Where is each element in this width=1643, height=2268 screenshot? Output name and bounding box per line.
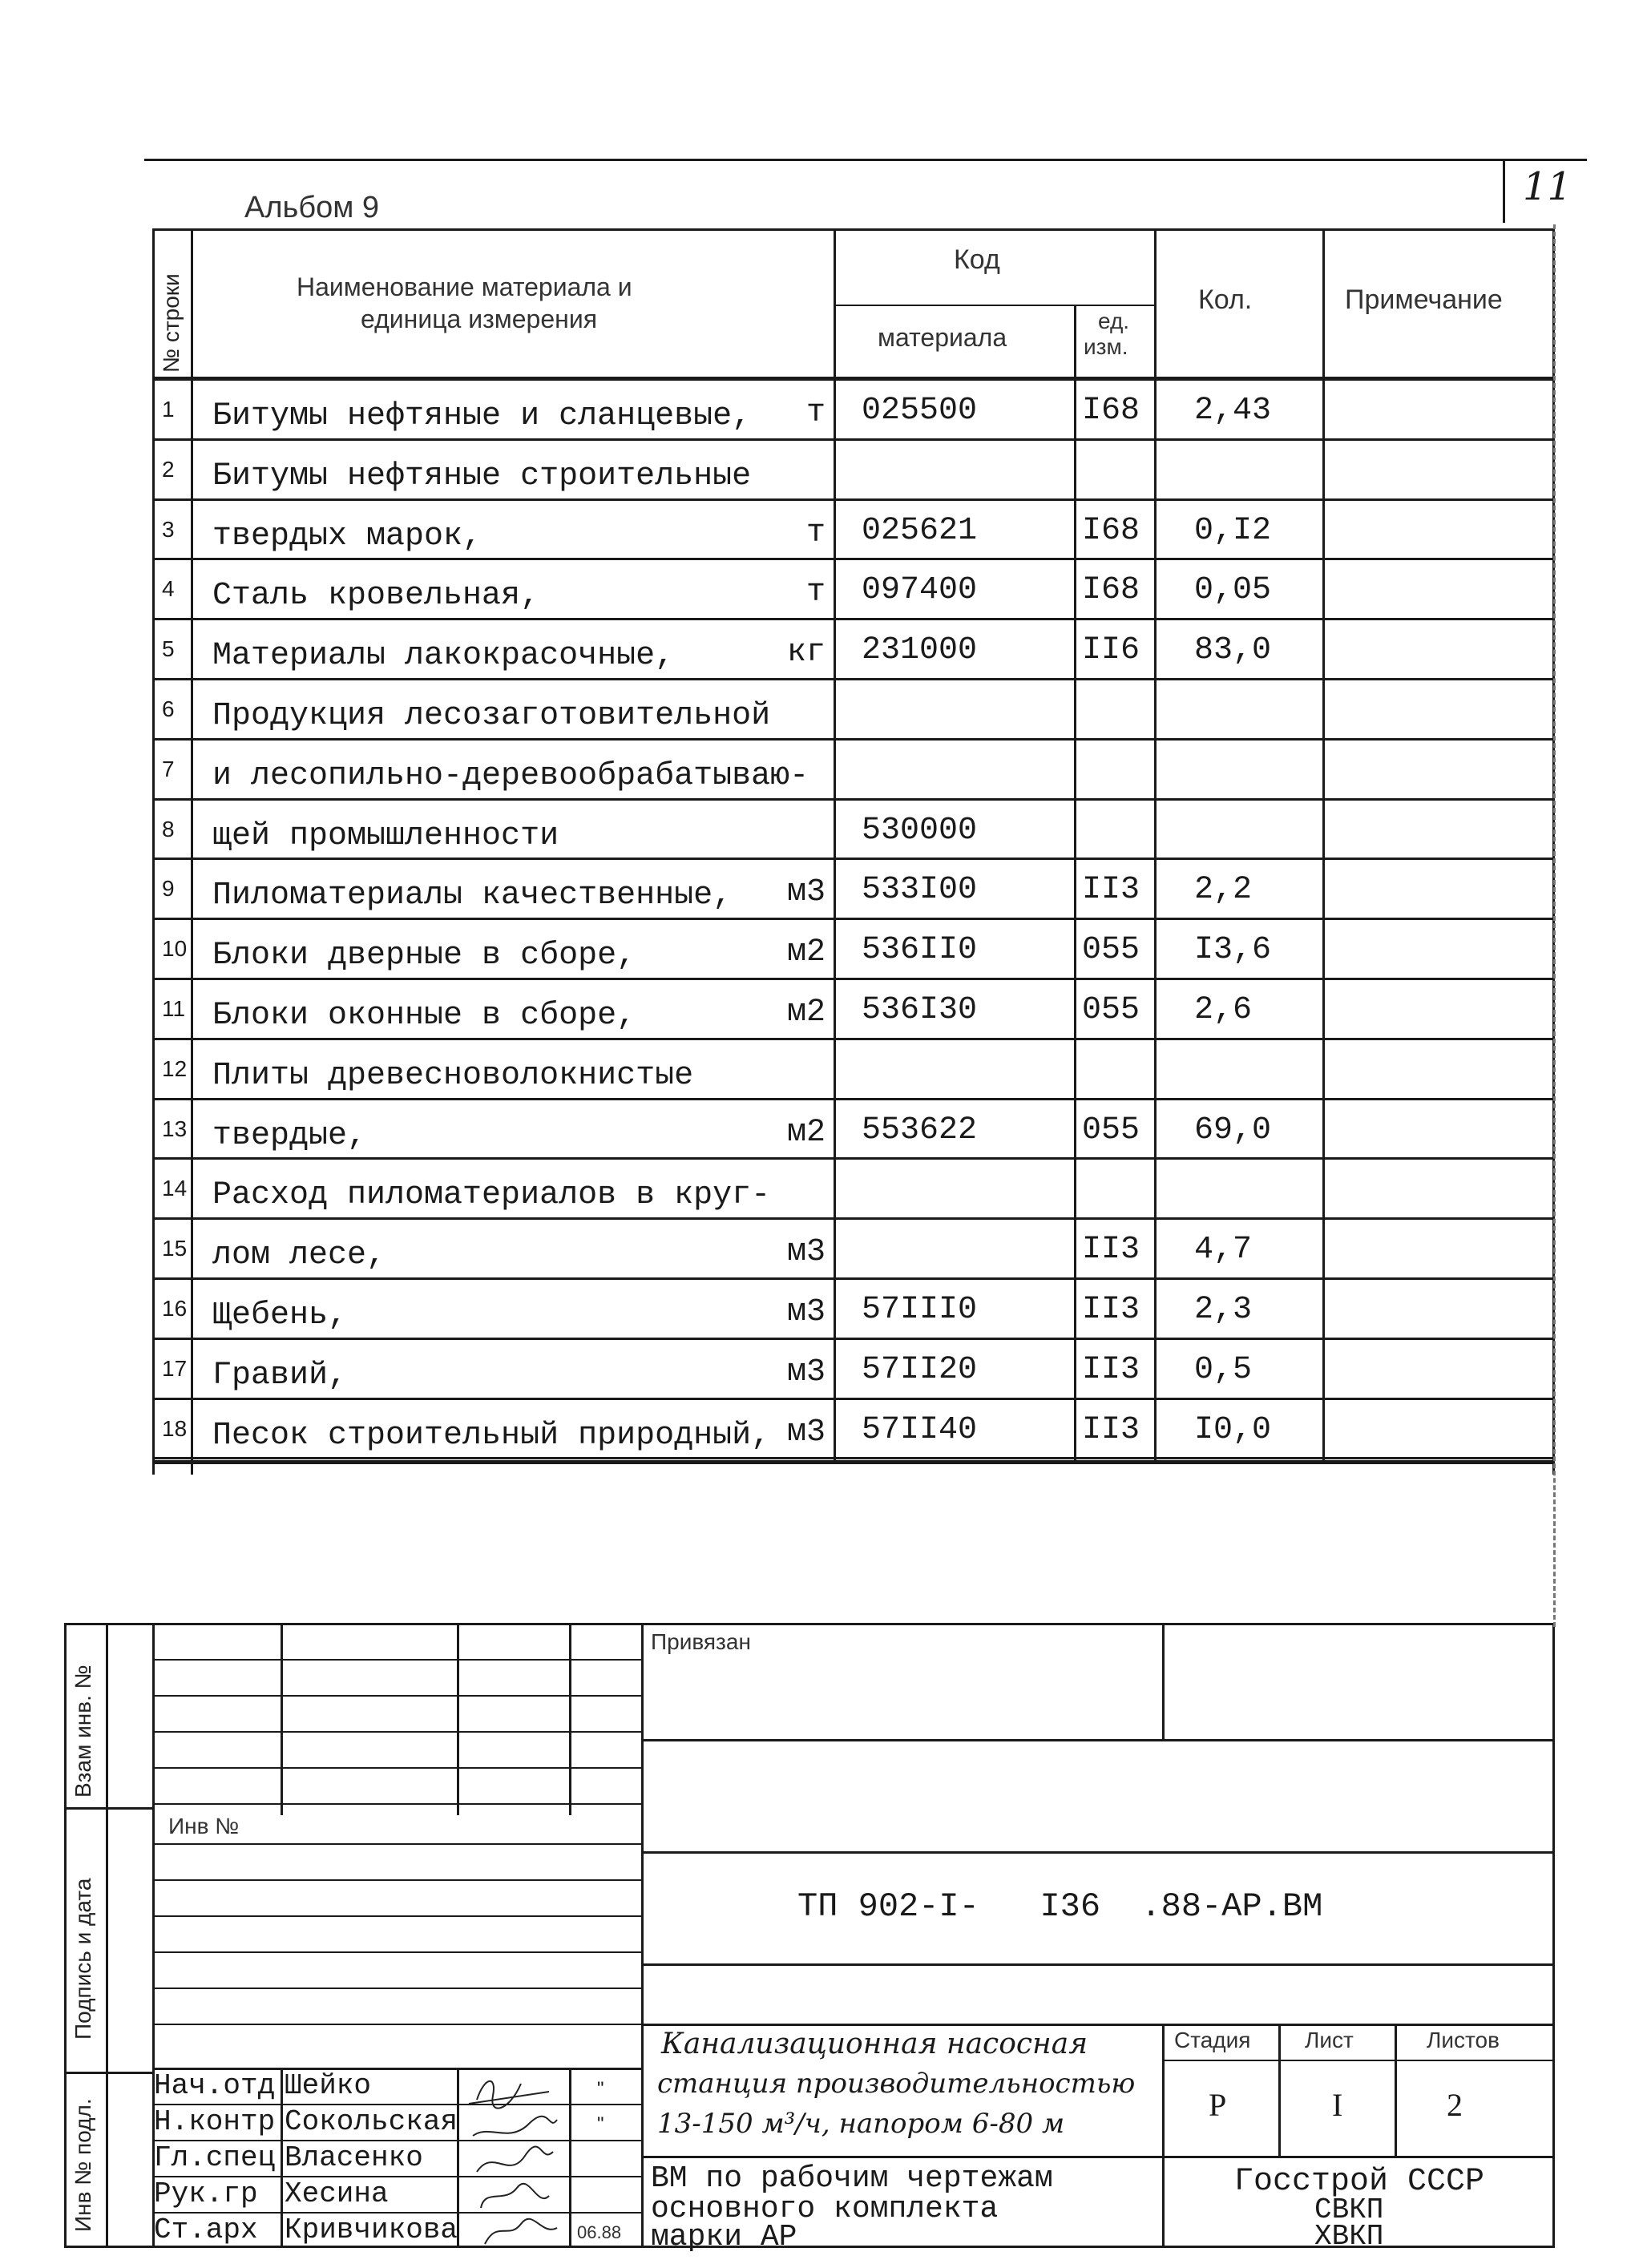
- unit-code: II3: [1082, 1292, 1140, 1328]
- project-title-3: 13-150 м³/ч, напором 6-80 м: [657, 2108, 1065, 2140]
- material-name: Гравий,: [212, 1357, 348, 1394]
- material-code: 530000: [862, 812, 978, 849]
- table-row: [152, 1220, 1555, 1280]
- table-body: [152, 381, 1555, 1460]
- material-unit: м3: [786, 1234, 826, 1271]
- drawing-designation: ТП 902-I- I36 .88-АР.ВМ: [797, 1887, 1323, 1926]
- page-number-box-left: [1503, 159, 1505, 223]
- material-name: Сталь кровельная,: [212, 578, 540, 615]
- signature-scribbles: [461, 2068, 573, 2248]
- unit-code: I68: [1082, 572, 1140, 609]
- material-code: 097400: [862, 572, 978, 609]
- sheets-label: Листов: [1427, 2028, 1500, 2052]
- table-row: [152, 801, 1555, 861]
- header-qty: Кол.: [1198, 285, 1253, 315]
- table-row: [152, 620, 1555, 680]
- quantity: 0,05: [1194, 572, 1272, 609]
- signatory-role: Рук.гр: [154, 2177, 258, 2210]
- unit-code: II3: [1082, 1411, 1140, 1448]
- inventory-no-label: Инв №: [168, 1814, 240, 1838]
- date-mark: 06.88: [577, 2222, 622, 2242]
- project-title-2: станция производительностью: [657, 2068, 1136, 2100]
- unit-code: II3: [1082, 872, 1140, 909]
- signatory-role: Гл.спец: [154, 2141, 276, 2174]
- material-name: щей промышленности: [212, 817, 559, 854]
- material-name: Плиты древесноволокнистые: [212, 1057, 694, 1094]
- header-name-2: единица измерения: [361, 305, 598, 333]
- table-row: [152, 680, 1555, 741]
- ditto-mark-2: ": [597, 2113, 604, 2135]
- header-material: материала: [878, 323, 1007, 352]
- quantity: I0,0: [1194, 1411, 1272, 1448]
- sheet-subtitle-1: ВМ по рабочим чертежам: [651, 2161, 1053, 2196]
- quantity: 83,0: [1194, 632, 1272, 669]
- quantity: 2,43: [1194, 393, 1272, 429]
- sheet-subtitle-2: основного комплекта: [651, 2192, 999, 2226]
- material-code: 57II40: [862, 1411, 978, 1448]
- header-note: Примечание: [1345, 285, 1503, 315]
- header-row-no: № строки: [159, 273, 184, 373]
- material-code: 025621: [862, 512, 978, 549]
- table-row: [152, 920, 1555, 980]
- row-number: 5: [162, 636, 175, 662]
- row-number: 6: [162, 696, 175, 721]
- quantity: 4,7: [1194, 1232, 1253, 1269]
- binding-edge: [1553, 224, 1558, 1627]
- material-code: 57II20: [862, 1351, 978, 1388]
- quantity: 2,6: [1194, 992, 1253, 1028]
- table-row: [152, 1040, 1555, 1100]
- ditto-mark-1: ": [597, 2078, 604, 2100]
- row-number: 7: [162, 756, 175, 781]
- material-unit: кг: [786, 635, 826, 672]
- unit-code: 055: [1082, 992, 1140, 1028]
- header-code: Код: [954, 244, 1000, 275]
- row-number: 8: [162, 816, 175, 841]
- stage-label: Стадия: [1174, 2028, 1251, 2052]
- material-unit: м2: [786, 1114, 826, 1151]
- material-name: Продукция лесозаготовительной: [212, 698, 771, 734]
- side-label-replacement: Взам инв. №: [71, 1665, 95, 1798]
- table-row: [152, 741, 1555, 801]
- material-code: 57III0: [862, 1292, 978, 1328]
- unit-code: II6: [1082, 632, 1140, 669]
- material-code: 025500: [862, 393, 978, 429]
- quantity: 2,2: [1194, 872, 1253, 909]
- material-unit: м3: [786, 874, 826, 911]
- unit-code: I68: [1082, 512, 1140, 549]
- material-code: 553622: [862, 1112, 978, 1148]
- material-name: твердых марок,: [212, 518, 482, 555]
- material-name: Битумы нефтяные и сланцевые,: [212, 398, 752, 434]
- signatory-role: Нач.отд: [154, 2069, 276, 2102]
- material-unit: м3: [786, 1354, 826, 1390]
- material-name: Материалы лакокрасочные,: [212, 638, 675, 675]
- material-code: 536II0: [862, 932, 978, 969]
- material-unit: т: [805, 395, 826, 431]
- top-rule: [144, 159, 1587, 161]
- side-label-signature: Подпись и дата: [71, 1878, 95, 2040]
- row-number: 18: [162, 1415, 188, 1441]
- material-name: Пиломатериалы качественные,: [212, 878, 733, 914]
- material-unit: м2: [786, 934, 826, 971]
- table-row: [152, 860, 1555, 920]
- unit-code: 055: [1082, 1112, 1140, 1148]
- quantity: 0,5: [1194, 1351, 1253, 1388]
- row-number: 3: [162, 516, 175, 542]
- table-row: [152, 1280, 1555, 1340]
- header-unit-2: изм.: [1084, 334, 1128, 359]
- material-unit: м3: [786, 1414, 826, 1451]
- material-name: Блоки дверные в сборе,: [212, 938, 636, 975]
- signatory-name: Сокольская: [285, 2105, 458, 2138]
- unit-code: I68: [1082, 393, 1140, 429]
- sheets-value: 2: [1447, 2087, 1463, 2123]
- quantity: I3,6: [1194, 932, 1272, 969]
- row-number: 16: [162, 1296, 188, 1321]
- row-number: 11: [162, 996, 186, 1021]
- unit-code: 055: [1082, 932, 1140, 969]
- unit-code: II3: [1082, 1351, 1140, 1388]
- album-label: Альбом 9: [244, 191, 380, 224]
- signatory-name: Хесина: [285, 2177, 389, 2210]
- header-name-1: Наименование материала и: [297, 272, 632, 301]
- signatory-name: Кривчикова: [285, 2214, 458, 2246]
- row-number: 9: [162, 876, 175, 902]
- project-title-1: Канализационная насосная: [661, 2028, 1088, 2060]
- row-number: 1: [162, 397, 175, 422]
- row-number: 13: [162, 1116, 188, 1141]
- table-row: [152, 980, 1555, 1040]
- org-name-2: СВКП: [1314, 2193, 1384, 2226]
- side-label-inventory: Инв № подл.: [71, 2098, 95, 2232]
- table-row: [152, 1100, 1555, 1160]
- page-number: 11: [1523, 164, 1572, 209]
- row-number: 14: [162, 1176, 188, 1201]
- material-name: твердые,: [212, 1117, 367, 1154]
- material-name: Битумы нефтяные строительные: [212, 458, 752, 494]
- material-name: Блоки оконные в сборе,: [212, 998, 636, 1034]
- signatory-role: Н.контр: [154, 2105, 276, 2138]
- material-name: и лесопильно-деревообрабатываю-: [212, 757, 809, 794]
- material-name: Песок строительный природный,: [212, 1417, 771, 1454]
- material-unit: м3: [786, 1294, 826, 1330]
- sheet-subtitle-3: марки АР: [651, 2220, 797, 2254]
- material-name: Расход пиломатериалов в круг-: [212, 1177, 771, 1214]
- stage-value: Р: [1209, 2087, 1227, 2123]
- title-block: [64, 1623, 1555, 2254]
- signatory-name: Шейко: [285, 2069, 372, 2102]
- bound-label: Привязан: [651, 1629, 751, 1654]
- material-unit: м2: [786, 995, 826, 1031]
- row-number: 4: [162, 576, 175, 602]
- materials-table: [152, 228, 1555, 1475]
- material-unit: т: [805, 575, 826, 611]
- table-row: [152, 1400, 1555, 1460]
- quantity: 2,3: [1194, 1292, 1253, 1328]
- org-name-3: ХВКП: [1314, 2220, 1384, 2253]
- table-row: [152, 1340, 1555, 1400]
- material-code: 536I30: [862, 992, 978, 1028]
- row-number: 2: [162, 456, 175, 482]
- row-number: 10: [162, 936, 188, 962]
- row-number: 12: [162, 1055, 188, 1081]
- sheet-value: I: [1332, 2087, 1343, 2123]
- table-row: [152, 1160, 1555, 1220]
- quantity: 69,0: [1194, 1112, 1272, 1148]
- row-number: 17: [162, 1355, 188, 1381]
- header-unit-1: ед.: [1098, 309, 1130, 333]
- material-code: 231000: [862, 632, 978, 669]
- signatory-role: Ст.арх: [154, 2214, 258, 2246]
- signatory-name: Власенко: [285, 2141, 423, 2174]
- material-code: 533I00: [862, 872, 978, 909]
- unit-code: II3: [1082, 1232, 1140, 1269]
- table-row: [152, 501, 1555, 561]
- material-name: Щебень,: [212, 1297, 348, 1334]
- sheet-label: Лист: [1305, 2028, 1354, 2052]
- quantity: 0,I2: [1194, 512, 1272, 549]
- table-row: [152, 381, 1555, 441]
- material-unit: т: [805, 515, 826, 551]
- table-row: [152, 441, 1555, 501]
- row-number: 15: [162, 1236, 188, 1261]
- table-row: [152, 560, 1555, 620]
- org-name-1: Госстрой СССР: [1234, 2164, 1485, 2200]
- material-name: лом лесе,: [212, 1237, 386, 1274]
